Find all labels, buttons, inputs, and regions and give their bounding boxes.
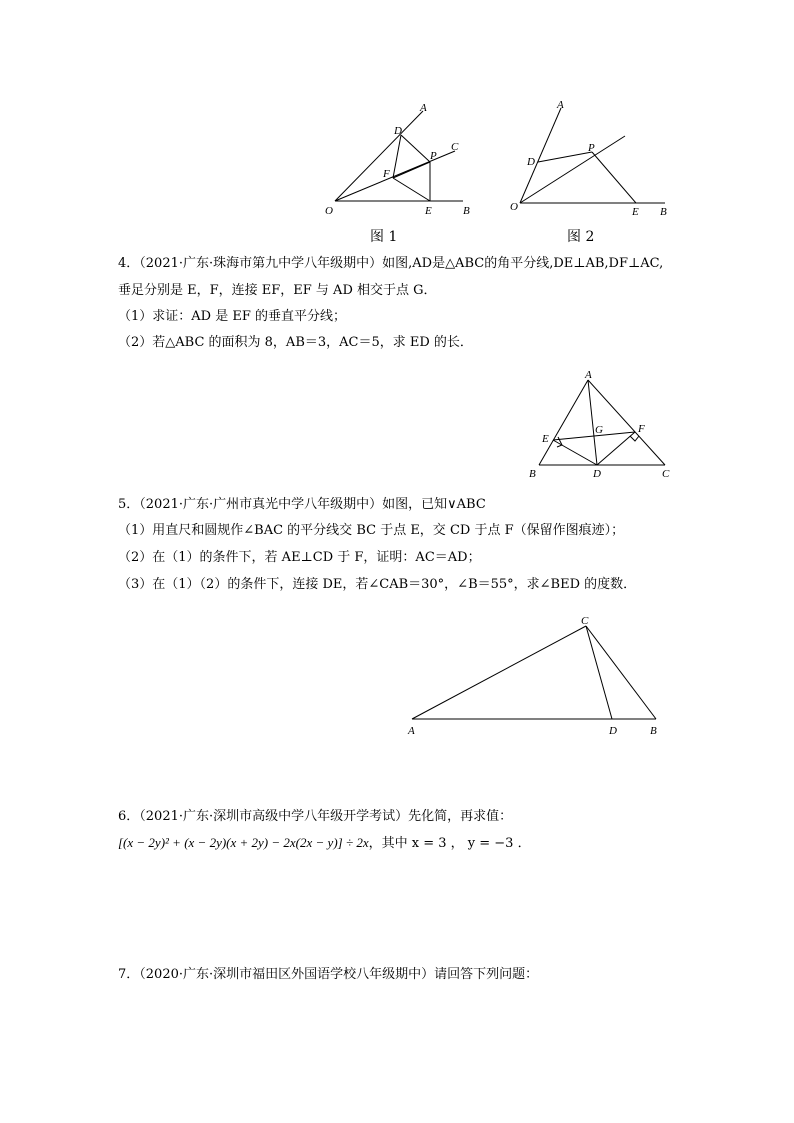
q5-fig-label-c: C: [581, 615, 589, 627]
q5-line-4: （3）在（1）（2）的条件下，连接 DE，若∠CAB＝30°，∠B＝55°，求∠BED 的度数．: [118, 577, 637, 592]
q5-line-2: （1）用直尺和圆规作∠BAC 的平分线交 BC 于点 E，交 CD 于点 F（保留作图痕迹）；: [118, 523, 625, 538]
q5-fig-label-d: D: [609, 725, 617, 737]
q5-triangle-diagram: [402, 610, 672, 740]
fig1-label-o: O: [325, 205, 333, 217]
fig1-label-p: P: [430, 150, 437, 162]
fig1-label-c: C: [451, 141, 459, 153]
q6-expression-line: [118, 834, 531, 853]
figure-1-caption: 图 1: [370, 229, 398, 245]
q5-line-3: （2）在（1）的条件下，若 AE⊥CD 于 F，证明：AC＝AD；: [118, 550, 481, 565]
q4-line-4: （2）若△ABC 的面积为 8，AB＝3，AC＝5，求 ED 的长．: [118, 335, 473, 350]
figure-1-diagram: [320, 98, 480, 223]
q4-fig-label-a: A: [585, 369, 592, 381]
q5-line-1: 5．（2021·广东·广州市真光中学八年级期中）如图，已知∨ABC: [118, 497, 486, 512]
q6-line-1: 6．（2021·广东·深圳市高级中学八年级开学考试）先化简，再求值：: [118, 809, 513, 824]
q7-line-1: 7．（2020·广东·深圳市福田区外国语学校八年级期中）请回答下列问题：: [118, 967, 539, 982]
q4-fig-label-f: F: [638, 423, 645, 435]
q4-fig-label-g: G: [595, 424, 603, 436]
fig1-label-d: D: [394, 125, 402, 137]
fig2-label-a: A: [557, 99, 564, 111]
q4-triangle-diagram: [522, 365, 682, 485]
fig2-label-d: D: [527, 156, 535, 168]
fig2-label-e: E: [632, 206, 639, 218]
figure-2-caption: 图 2: [567, 229, 595, 245]
fig1-label-b: B: [463, 205, 470, 217]
fig1-label-f: F: [383, 168, 390, 180]
q5-fig-label-b: B: [650, 725, 657, 737]
q4-fig-label-e: E: [542, 433, 549, 445]
fig2-label-o: O: [510, 201, 518, 213]
q6-condition: ，其中 x = 3 ， y = −3 ．: [368, 836, 531, 851]
fig2-label-b: B: [660, 206, 667, 218]
q4-fig-label-c: C: [662, 468, 670, 480]
q5-fig-label-a: A: [408, 725, 415, 737]
fig1-label-e: E: [425, 205, 432, 217]
q4-line-2: 垂足分别是 E，F，连接 EF，EF 与 AD 相交于点 G．: [118, 283, 437, 298]
q4-line-1: 4．（2021·广东·珠海市第九中学八年级期中）如图,AD是△ABC的角平分线,DE⊥AB,DF⊥AC,: [118, 256, 664, 271]
figure-2-diagram: [505, 98, 675, 223]
q4-line-3: （1）求证：AD 是 EF 的垂直平分线；: [118, 309, 346, 324]
fig2-label-p: P: [588, 142, 595, 154]
fig1-label-a: A: [420, 102, 427, 114]
q4-fig-label-d: D: [593, 468, 601, 480]
q4-fig-label-b: B: [529, 468, 536, 480]
q6-expression: [(x − 2y)² + (x − 2y)(x + 2y) − 2x(2x − y)] ÷ 2x: [118, 835, 369, 850]
